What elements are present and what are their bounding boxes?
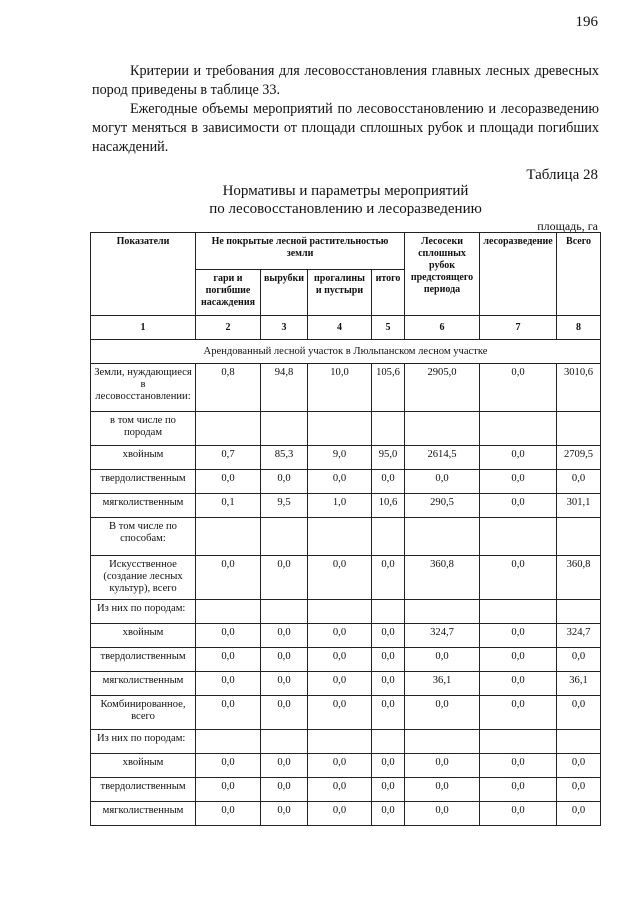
row-value xyxy=(557,730,601,754)
page-number: 196 xyxy=(575,14,598,30)
row-label: мягколиственным xyxy=(91,494,196,518)
row-value: 324,7 xyxy=(557,624,601,648)
row-value xyxy=(261,600,308,624)
row-value xyxy=(261,412,308,446)
row-value xyxy=(196,518,261,556)
row-value: 0,0 xyxy=(308,754,372,778)
paragraph-1: Критерии и требования для лесовосстановления главных лесных древесных пород приведены в таблице 33. xyxy=(92,63,599,98)
row-value: 0,0 xyxy=(261,778,308,802)
row-value xyxy=(405,412,480,446)
row-value xyxy=(480,518,557,556)
header-unforested-lands: Не покрытые лесной растительностью земли xyxy=(196,233,405,270)
row-value xyxy=(557,600,601,624)
row-value: 85,3 xyxy=(261,446,308,470)
row-value: 0,0 xyxy=(261,672,308,696)
row-value: 2905,0 xyxy=(405,364,480,412)
row-value xyxy=(405,600,480,624)
row-value: 0,0 xyxy=(557,648,601,672)
table-body xyxy=(91,340,601,826)
table-row xyxy=(91,730,601,754)
table-row xyxy=(91,600,601,624)
row-value: 0,0 xyxy=(372,556,405,600)
row-label: в том числе по породам xyxy=(91,412,196,446)
row-value: 0,0 xyxy=(308,802,372,826)
row-value xyxy=(372,518,405,556)
row-value: 36,1 xyxy=(557,672,601,696)
row-label: хвойным xyxy=(91,446,196,470)
row-value: 360,8 xyxy=(557,556,601,600)
row-value: 94,8 xyxy=(261,364,308,412)
table-row xyxy=(91,518,601,556)
row-value xyxy=(308,412,372,446)
row-label: твердолиственным xyxy=(91,470,196,494)
row-value: 0,0 xyxy=(480,754,557,778)
row-value: 0,0 xyxy=(261,696,308,730)
header-cuttings: вырубки xyxy=(261,270,308,316)
table-row xyxy=(91,470,601,494)
row-value: 324,7 xyxy=(405,624,480,648)
header-total: Всего xyxy=(557,233,601,316)
row-value: 0,0 xyxy=(405,696,480,730)
column-number: 7 xyxy=(480,316,557,340)
row-value: 0,0 xyxy=(308,696,372,730)
row-value: 0,0 xyxy=(372,754,405,778)
row-value: 0,0 xyxy=(405,648,480,672)
row-value: 10,6 xyxy=(372,494,405,518)
column-number: 6 xyxy=(405,316,480,340)
row-value: 0,0 xyxy=(480,494,557,518)
row-value: 0,0 xyxy=(372,648,405,672)
header-glades-wastelands: прогалины и пустыри xyxy=(308,270,372,316)
row-value: 0,0 xyxy=(261,648,308,672)
row-value: 0,0 xyxy=(557,802,601,826)
table-row xyxy=(91,624,601,648)
row-value: 95,0 xyxy=(372,446,405,470)
table-title-line-2: по лесовосстановлению и лесоразведению xyxy=(209,201,482,217)
header-afforestation: лесоразведение xyxy=(480,233,557,316)
row-value: 0,0 xyxy=(308,556,372,600)
column-number: 4 xyxy=(308,316,372,340)
row-value: 0,0 xyxy=(480,648,557,672)
row-value: 0,0 xyxy=(480,696,557,730)
row-value: 0,0 xyxy=(557,470,601,494)
row-value: 9,5 xyxy=(261,494,308,518)
row-value: 0,0 xyxy=(261,754,308,778)
row-value: 290,5 xyxy=(405,494,480,518)
table-title-line-1: Нормативы и параметры мероприятий xyxy=(222,183,469,199)
row-value: 301,1 xyxy=(557,494,601,518)
row-value: 0,0 xyxy=(196,778,261,802)
table-row xyxy=(91,364,601,412)
header-burned-dead-stands: гари и погибшие насаждения xyxy=(196,270,261,316)
row-label: хвойным xyxy=(91,624,196,648)
norms-table xyxy=(90,232,601,826)
row-value: 9,0 xyxy=(308,446,372,470)
row-label: твердолиственным xyxy=(91,778,196,802)
row-value: 105,6 xyxy=(372,364,405,412)
row-value: 1,0 xyxy=(308,494,372,518)
row-value: 0,0 xyxy=(557,778,601,802)
row-value xyxy=(261,730,308,754)
table-header xyxy=(91,233,601,340)
row-label: Земли, нуждающиеся в лесовосстановлении: xyxy=(91,364,196,412)
row-value: 0,0 xyxy=(372,696,405,730)
row-value: 0,0 xyxy=(308,778,372,802)
row-value: 2709,5 xyxy=(557,446,601,470)
row-value xyxy=(405,518,480,556)
row-value: 0,0 xyxy=(372,624,405,648)
row-value: 0,0 xyxy=(405,802,480,826)
row-value: 0,0 xyxy=(196,470,261,494)
table-row xyxy=(91,754,601,778)
table-row xyxy=(91,412,601,446)
row-value: 0,0 xyxy=(480,672,557,696)
row-value: 0,0 xyxy=(480,446,557,470)
row-value xyxy=(308,518,372,556)
row-value: 0,0 xyxy=(480,624,557,648)
row-value xyxy=(372,730,405,754)
row-value: 360,8 xyxy=(405,556,480,600)
row-value: 0,0 xyxy=(480,364,557,412)
header-indicators: Показатели xyxy=(91,233,196,316)
row-value: 0,0 xyxy=(480,470,557,494)
row-value: 0,7 xyxy=(196,446,261,470)
header-clearcut-areas: Лесосеки сплошных рубок предстоящего периода xyxy=(405,233,480,316)
section-title: Арендованный лесной участок в Люльпанском лесном участке xyxy=(91,340,601,364)
row-value: 0,0 xyxy=(557,754,601,778)
column-number: 2 xyxy=(196,316,261,340)
row-value xyxy=(196,600,261,624)
row-value: 0,0 xyxy=(196,802,261,826)
column-number: 8 xyxy=(557,316,601,340)
row-value xyxy=(261,518,308,556)
column-number: 3 xyxy=(261,316,308,340)
row-value xyxy=(405,730,480,754)
header-subtotal: итого xyxy=(372,270,405,316)
row-value: 0,0 xyxy=(196,624,261,648)
row-value: 0,0 xyxy=(308,672,372,696)
row-value xyxy=(372,412,405,446)
row-value: 0,0 xyxy=(372,778,405,802)
table-label: Таблица 28 xyxy=(526,167,598,183)
row-value: 3010,6 xyxy=(557,364,601,412)
row-value xyxy=(480,730,557,754)
row-label: В том числе по способам: xyxy=(91,518,196,556)
row-value: 0,0 xyxy=(261,470,308,494)
row-label: Из них по породам: xyxy=(91,600,196,624)
row-value: 0,0 xyxy=(261,802,308,826)
row-label: Из них по породам: xyxy=(91,730,196,754)
row-value xyxy=(480,412,557,446)
row-value: 36,1 xyxy=(405,672,480,696)
row-label: мягколиственным xyxy=(91,802,196,826)
table-row xyxy=(91,556,601,600)
table-row xyxy=(91,648,601,672)
table-title xyxy=(92,182,599,218)
row-value: 0,0 xyxy=(480,802,557,826)
row-value: 0,0 xyxy=(405,778,480,802)
table-row xyxy=(91,802,601,826)
row-label: хвойным xyxy=(91,754,196,778)
row-value xyxy=(480,600,557,624)
text-block xyxy=(92,62,599,157)
row-value: 0,0 xyxy=(308,470,372,494)
row-value: 0,0 xyxy=(196,696,261,730)
row-value xyxy=(196,412,261,446)
row-value: 0,0 xyxy=(261,624,308,648)
row-value: 0,0 xyxy=(196,556,261,600)
row-value: 0,0 xyxy=(196,648,261,672)
column-number: 1 xyxy=(91,316,196,340)
column-number: 5 xyxy=(372,316,405,340)
row-value xyxy=(372,600,405,624)
row-value: 0,0 xyxy=(372,470,405,494)
paragraph-2: Ежегодные объемы мероприятий по лесовосстановлению и лесоразведению могут меняться в зависимости от площади сплошных рубок и площади погибших насаждений. xyxy=(92,101,599,155)
row-label: Искусственное (создание лесных культур), всего xyxy=(91,556,196,600)
row-value: 0,0 xyxy=(196,754,261,778)
row-value: 10,0 xyxy=(308,364,372,412)
row-value: 0,8 xyxy=(196,364,261,412)
row-value: 0,0 xyxy=(372,672,405,696)
row-label: мягколиственным xyxy=(91,672,196,696)
row-value: 0,0 xyxy=(308,648,372,672)
row-value: 0,0 xyxy=(405,754,480,778)
table-unit: площадь, га xyxy=(537,219,598,233)
row-value xyxy=(557,518,601,556)
table-row xyxy=(91,446,601,470)
row-value: 2614,5 xyxy=(405,446,480,470)
row-value: 0,0 xyxy=(480,778,557,802)
table-row xyxy=(91,778,601,802)
row-value: 0,0 xyxy=(196,672,261,696)
row-value xyxy=(557,412,601,446)
row-value xyxy=(196,730,261,754)
table-row xyxy=(91,672,601,696)
row-value xyxy=(308,730,372,754)
column-number-row xyxy=(91,316,601,340)
row-value: 0,1 xyxy=(196,494,261,518)
row-label: Комбинированное, всего xyxy=(91,696,196,730)
section-row xyxy=(91,340,601,364)
row-value: 0,0 xyxy=(308,624,372,648)
table-row xyxy=(91,494,601,518)
row-value: 0,0 xyxy=(372,802,405,826)
row-value: 0,0 xyxy=(480,556,557,600)
row-value: 0,0 xyxy=(261,556,308,600)
row-value: 0,0 xyxy=(405,470,480,494)
table-row xyxy=(91,696,601,730)
row-value: 0,0 xyxy=(557,696,601,730)
row-label: твердолиственным xyxy=(91,648,196,672)
row-value xyxy=(308,600,372,624)
